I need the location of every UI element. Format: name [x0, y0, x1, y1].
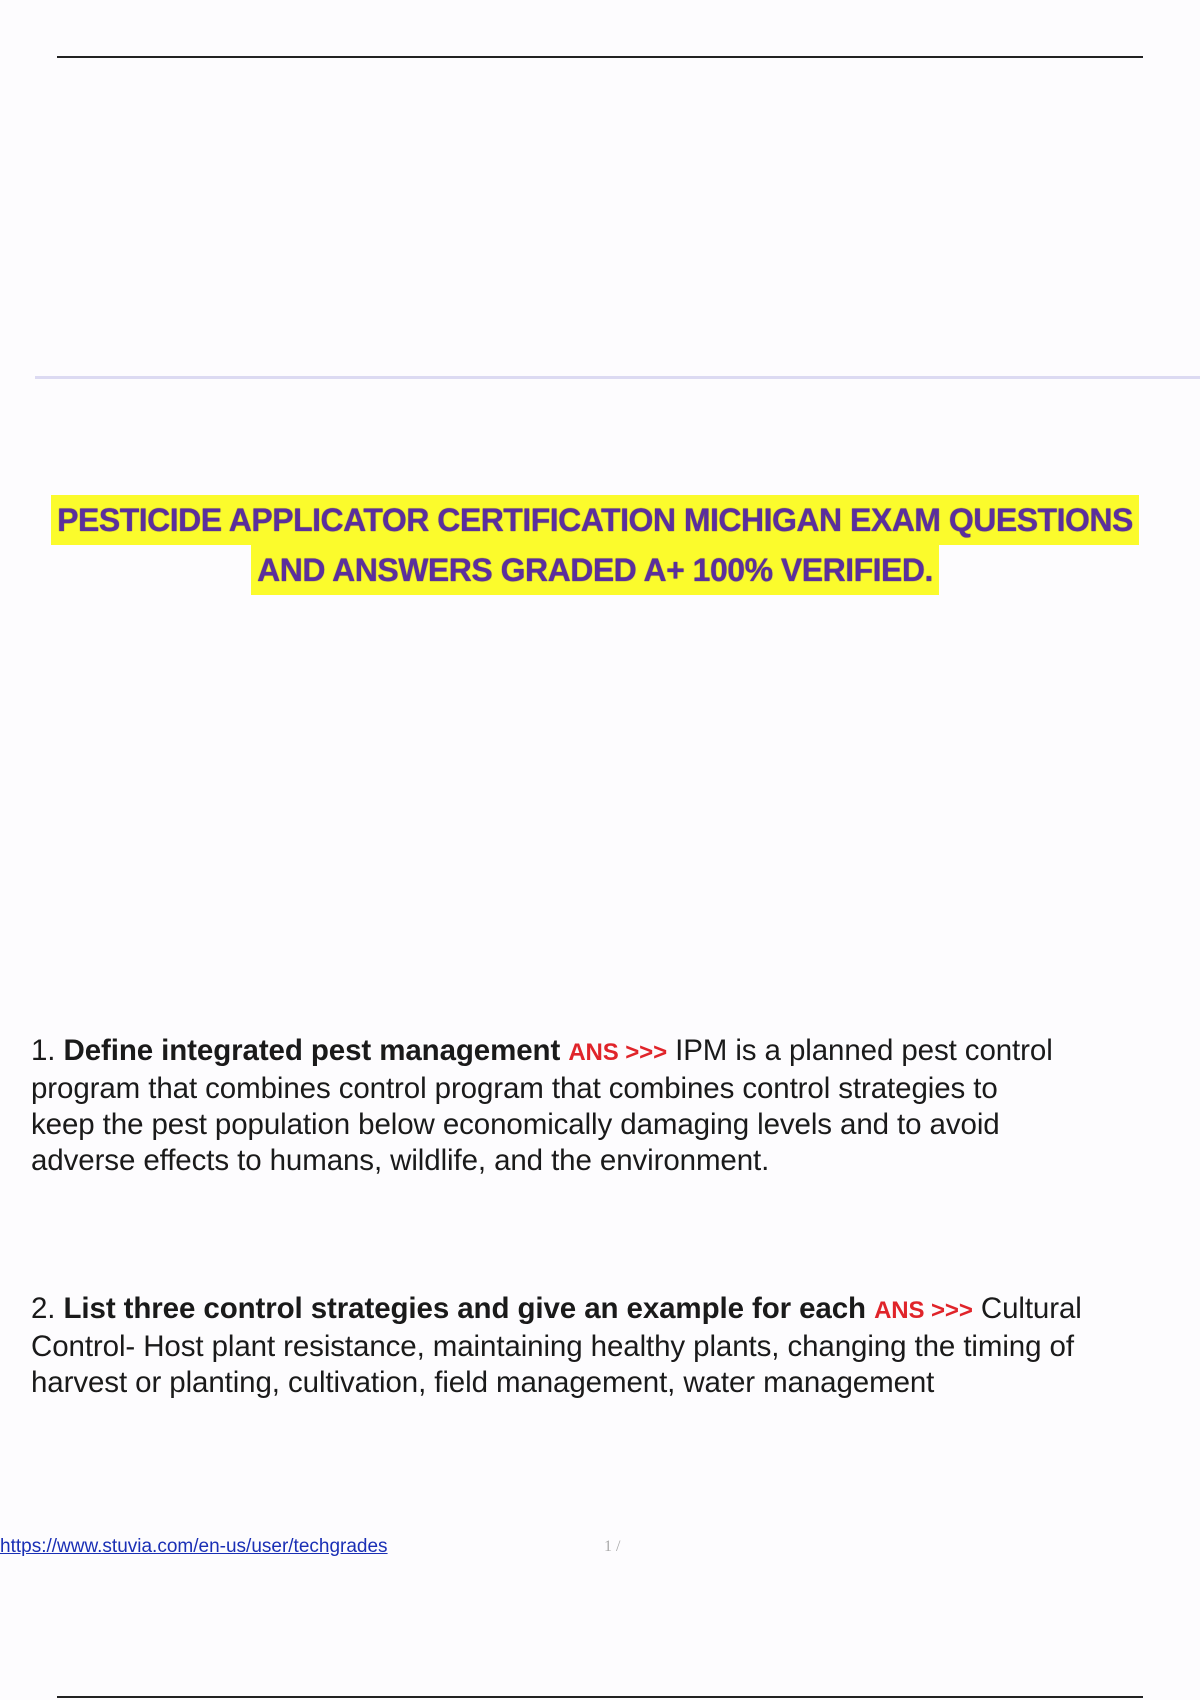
- section-divider: [35, 376, 1200, 379]
- answer-line: keep the pest population below economically damaging levels and to avoid: [31, 1108, 1000, 1141]
- document-title: [20, 495, 1170, 595]
- footer-rule: [57, 1696, 1143, 1698]
- answer-line: Control- Host plant resistance, maintaining healthy plants, changing the timing of: [31, 1330, 1074, 1363]
- qa-item-1: [31, 1033, 1200, 1179]
- answer-text: IPM is a planned pest control: [675, 1034, 1053, 1067]
- header-rule: [57, 56, 1143, 58]
- answer-line: program that combines control program that combines control strategies to: [31, 1072, 998, 1105]
- qa-item-2: [31, 1291, 1200, 1401]
- page-number: 1 /: [604, 1538, 621, 1555]
- answer-text: Cultural: [980, 1292, 1082, 1325]
- answer-line: adverse effects to humans, wildlife, and the environment.: [31, 1144, 770, 1177]
- title-line-1: PESTICIDE APPLICATOR CERTIFICATION MICHIGAN EXAM QUESTIONS: [51, 495, 1139, 545]
- answer-line: harvest or planting, cultivation, field management, water management: [31, 1366, 935, 1399]
- item-number: 2.: [31, 1292, 56, 1325]
- question-text: Define integrated pest management: [63, 1034, 561, 1067]
- source-link[interactable]: https://www.stuvia.com/en-us/user/techgrades: [0, 1536, 388, 1557]
- answer-marker: ANS >>>: [874, 1297, 973, 1324]
- title-line-2: AND ANSWERS GRADED A+ 100% VERIFIED.: [251, 545, 939, 595]
- question-text: List three control strategies and give an example for each: [63, 1292, 866, 1325]
- item-number: 1.: [31, 1034, 56, 1067]
- answer-marker: ANS >>>: [568, 1039, 667, 1066]
